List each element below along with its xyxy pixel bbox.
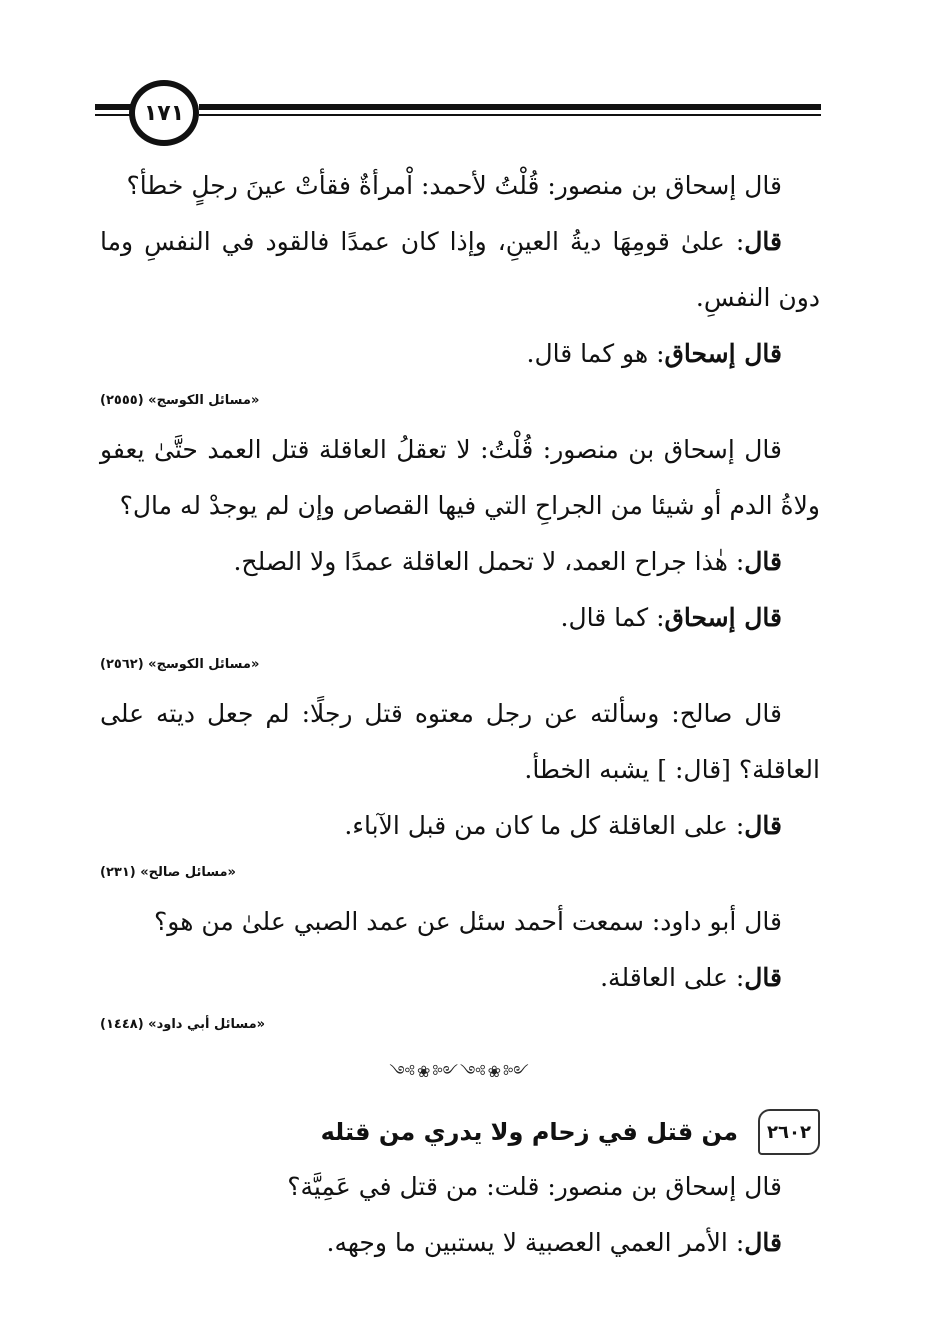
page-body xyxy=(100,158,820,1271)
paragraph-text: : هٰذا جراح العمد، لا تحمل العاقلة عمدًا ولا الصلح. xyxy=(233,547,745,576)
paragraph xyxy=(100,590,820,646)
section-number: ٢٦٠٢ xyxy=(758,1109,820,1155)
source-citation: «مسائل الكوسج» (٢٥٦٢) xyxy=(100,657,260,672)
paragraph-text: : على العاقلة كل ما كان من قبل الآباء. xyxy=(344,811,745,840)
source-citation: «مسائل صالح» (٢٣١) xyxy=(100,865,236,880)
paragraph-text: : علىٰ قومِهَا ديةُ العينِ، وإذا كان عمدًا فالقود في النفسِ وما دون النفسِ. xyxy=(100,227,820,312)
speaker-label: قال إسحاق xyxy=(664,339,782,368)
page-number: ١٧١ xyxy=(129,80,199,146)
paragraph xyxy=(100,214,820,326)
paragraph xyxy=(100,1159,820,1215)
speaker-label: قال xyxy=(744,227,782,256)
section-heading xyxy=(100,1109,820,1155)
paragraph-text: قال إسحاق بن منصور: قُلْتُ لأحمد: اْمرأةٌ فقأتْ عينَ رجلٍ خطأ؟ xyxy=(126,171,782,200)
speaker-label: قال xyxy=(744,547,782,576)
header-rule-left-thin xyxy=(95,114,131,116)
paragraph-text: قال إسحاق بن منصور: قلت: من قتل في عَمِيَّة؟ xyxy=(287,1172,782,1201)
paragraph-text: قال إسحاق بن منصور: قُلْتُ: لا تعقلُ العاقلة قتل العمد حتَّىٰ يعفو ولاةُ الدم أو شيئا من الجراحِ التي فيها القصاص وإن لم يوجدْ له مال؟ xyxy=(100,435,820,520)
paragraph xyxy=(100,798,820,854)
source-citation: «مسائل أبي داود» (١٤٤٨) xyxy=(100,1017,266,1032)
page-header xyxy=(95,78,821,148)
speaker-label: قال xyxy=(744,1228,782,1257)
paragraph xyxy=(100,534,820,590)
paragraph xyxy=(100,326,820,382)
source-citation: «مسائل الكوسج» (٢٥٥٥) xyxy=(100,393,260,408)
speaker-label: قال إسحاق xyxy=(664,603,782,632)
paragraph-text: قال أبو داود: سمعت أحمد سئل عن عمد الصبي علىٰ من هو؟ xyxy=(154,907,782,936)
paragraph-text: : على العاقلة. xyxy=(600,963,745,992)
paragraph-text: قال صالح: وسألته عن رجل معتوه قتل رجلًا: لم جعل ديته على العاقلة؟ [قال: ] يشبه الخطأ. xyxy=(100,699,820,784)
paragraph-text: : كما قال. xyxy=(560,603,665,632)
paragraph xyxy=(100,686,820,798)
speaker-label: قال xyxy=(744,811,782,840)
paragraph xyxy=(100,1215,820,1271)
paragraph xyxy=(100,894,820,950)
header-rule-left-thick xyxy=(95,104,131,110)
paragraph xyxy=(100,950,820,1006)
paragraph-text: : هو كما قال. xyxy=(526,339,665,368)
header-rule-thick xyxy=(199,104,821,110)
section-divider-ornament: ༺❀༻༺❀༻ xyxy=(389,1062,531,1081)
paragraph xyxy=(100,158,820,214)
paragraph xyxy=(100,422,820,534)
paragraph-text: : الأمر العمي العصبية لا يستبين ما وجهه. xyxy=(326,1228,745,1257)
speaker-label: قال xyxy=(744,963,782,992)
header-rule-thin xyxy=(199,114,821,116)
section-title: من قتل في زحام ولا يدري من قتله xyxy=(320,1118,738,1146)
